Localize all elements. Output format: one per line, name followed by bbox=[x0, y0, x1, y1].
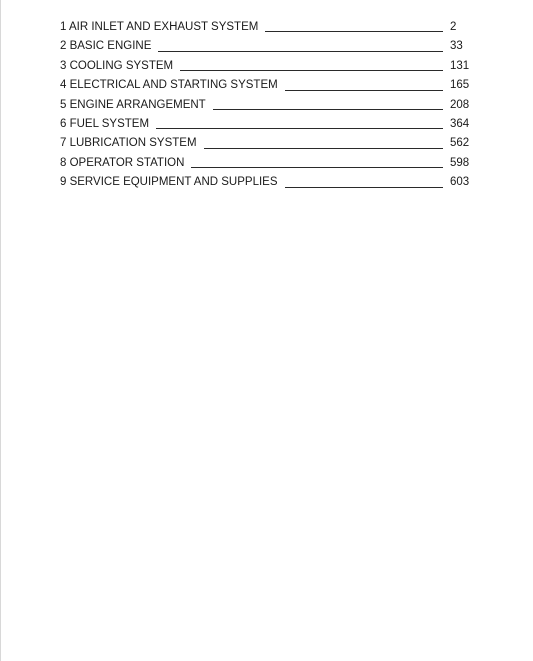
toc-entry-page: 364 bbox=[450, 117, 470, 130]
toc-entry-page: 598 bbox=[450, 156, 470, 169]
toc-entry-title: 8 OPERATOR STATION bbox=[60, 156, 185, 169]
toc-entry-page: 208 bbox=[450, 98, 470, 111]
toc-entry-title: 1 AIR INLET AND EXHAUST SYSTEM bbox=[60, 20, 259, 33]
toc-entry[interactable] bbox=[60, 115, 470, 134]
toc-entry-page: 603 bbox=[450, 176, 470, 189]
toc-entry[interactable] bbox=[60, 173, 470, 192]
table-of-contents bbox=[60, 18, 470, 193]
toc-entry-title: 4 ELECTRICAL AND STARTING SYSTEM bbox=[60, 79, 278, 92]
toc-entry[interactable] bbox=[60, 154, 470, 173]
toc-entry[interactable] bbox=[60, 96, 470, 115]
toc-entry-title: 7 LUBRICATION SYSTEM bbox=[60, 137, 197, 150]
toc-entry-title: 6 FUEL SYSTEM bbox=[60, 117, 150, 130]
toc-entry-page: 2 bbox=[450, 20, 457, 33]
toc-leader-line bbox=[191, 167, 443, 168]
toc-leader-line bbox=[265, 31, 443, 32]
toc-leader-line bbox=[204, 148, 443, 149]
toc-leader-line bbox=[180, 70, 443, 71]
toc-entry[interactable] bbox=[60, 134, 470, 153]
toc-leader-line bbox=[285, 187, 443, 188]
toc-entry[interactable] bbox=[60, 76, 470, 95]
toc-entry[interactable] bbox=[60, 37, 470, 56]
toc-entry-title: 5 ENGINE ARRANGEMENT bbox=[60, 98, 206, 111]
toc-leader-line bbox=[213, 109, 443, 110]
toc-entry-title: 3 COOLING SYSTEM bbox=[60, 59, 174, 72]
toc-entry-page: 33 bbox=[450, 40, 463, 53]
toc-leader-line bbox=[158, 51, 443, 52]
toc-entry[interactable] bbox=[60, 18, 470, 37]
toc-entry-title: 2 BASIC ENGINE bbox=[60, 40, 152, 53]
toc-entry-page: 562 bbox=[450, 137, 470, 150]
toc-entry[interactable] bbox=[60, 57, 470, 76]
toc-entry-title: 9 SERVICE EQUIPMENT AND SUPPLIES bbox=[60, 176, 278, 189]
toc-leader-line bbox=[285, 90, 443, 91]
toc-leader-line bbox=[156, 128, 443, 129]
toc-entry-page: 165 bbox=[450, 79, 470, 92]
toc-entry-page: 131 bbox=[450, 59, 470, 72]
